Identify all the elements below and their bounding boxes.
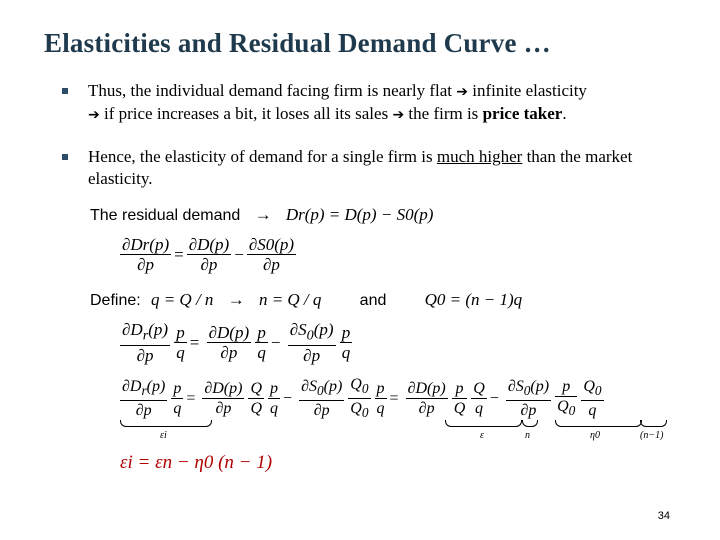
brace-label: εi — [160, 430, 167, 441]
brace-label: (n−1) — [640, 430, 664, 441]
bullet-text-part: the firm is — [404, 104, 483, 123]
and-label: and — [359, 292, 387, 309]
underbrace — [640, 420, 667, 427]
derivative-equation-3: $\frac{\partial D_r(p)}{\partial p}$ $\frac{p}{q}$ = $\frac{\partial D(p)}{\partial p}$ $\frac{Q}{Q}$ $\frac{p}{q}$ − $\frac{\partial S_0(p)}{\partial p}$ $\frac{Q_0}{Q_0}$ $\frac{p}{q}$ = $\frac{\partial D(p)}{\partial p}$ $\frac{p}{Q}$ $\frac{Q}{q}$ − $\frac{\partial S_0(p)}{\partial p}$ $\frac{p}{Q_0}$ $\frac{Q_0}{q}$ — [122, 376, 602, 421]
derivative-equation-2: $\frac{\partial D_r(p)}{\partial p}$ $\frac{p}{q}$ = $\frac{\partial D(p)}{\partial p}$ $\frac{p}{q}$ − $\frac{\partial S_0(p)}{\partial p}$ $\frac{p}{q}$ — [122, 320, 351, 366]
fraction-denominator: ∂p — [200, 255, 218, 274]
define-expression: n = Q / q — [258, 290, 322, 309]
arrow-icon: → — [227, 290, 245, 309]
fraction-numerator: ∂Dr(p) — [122, 235, 170, 254]
residual-expression: Dr(p) = D(p) − S0(p) — [285, 205, 434, 224]
bullet-text-part: Thus, the individual demand facing firm is nearly flat — [88, 81, 457, 100]
fraction-numerator: ∂S0(p) — [248, 235, 295, 254]
page-number: 34 — [657, 510, 670, 522]
brace-label: ε — [480, 430, 484, 441]
bold-term: price taker — [482, 104, 563, 123]
arrow-icon: → — [254, 205, 272, 224]
arrow-right-icon: ➔ — [392, 107, 405, 123]
underbrace — [120, 420, 212, 427]
bullet-text-part: than the market elasticity. — [88, 147, 633, 188]
define-expression: q = Q / n — [150, 290, 214, 309]
bullet-text-part: Hence, the elasticity of demand for a single firm is — [88, 147, 437, 166]
residual-demand-line — [90, 205, 433, 225]
residual-label: The residual demand — [90, 207, 241, 224]
bullet-text-part: . — [562, 104, 567, 123]
bullet-text — [88, 146, 688, 190]
bullet-square-icon — [62, 154, 68, 160]
bullet-square-icon — [62, 88, 68, 94]
define-label: Define: — [90, 292, 141, 309]
final-result: εi = εn − η0 (n − 1) — [120, 452, 273, 473]
underlined-term: much higher — [436, 147, 523, 166]
arrow-right-icon: ➔ — [88, 107, 100, 123]
slide-title: Elasticities and Residual Demand Curve … — [44, 28, 551, 58]
underbrace — [445, 420, 522, 427]
underbrace — [555, 420, 642, 427]
underbrace — [522, 420, 538, 427]
arrow-right-icon: ➔ — [456, 84, 468, 100]
fraction-denominator: ∂p — [262, 255, 280, 274]
define-line — [90, 290, 522, 310]
fraction-numerator: ∂D(p) — [188, 235, 230, 254]
brace-label: n — [525, 430, 530, 441]
fraction-denominator: ∂p — [137, 255, 155, 274]
define-expression: Q0 = (n − 1)q — [424, 290, 523, 309]
bullet-text-part: infinite elasticity — [467, 81, 587, 100]
derivative-equation-1: $\frac{\partial Dr(p)}{\partial p}$ = $\frac{\partial D(p)}{\partial p}$ − $\frac{\partial S0(p)}{\partial p}$ — [122, 235, 295, 274]
brace-label: η0 — [590, 430, 600, 441]
bullet-text — [88, 80, 688, 126]
bullet-text-part: if price increases a bit, it loses all its sales — [99, 104, 393, 123]
